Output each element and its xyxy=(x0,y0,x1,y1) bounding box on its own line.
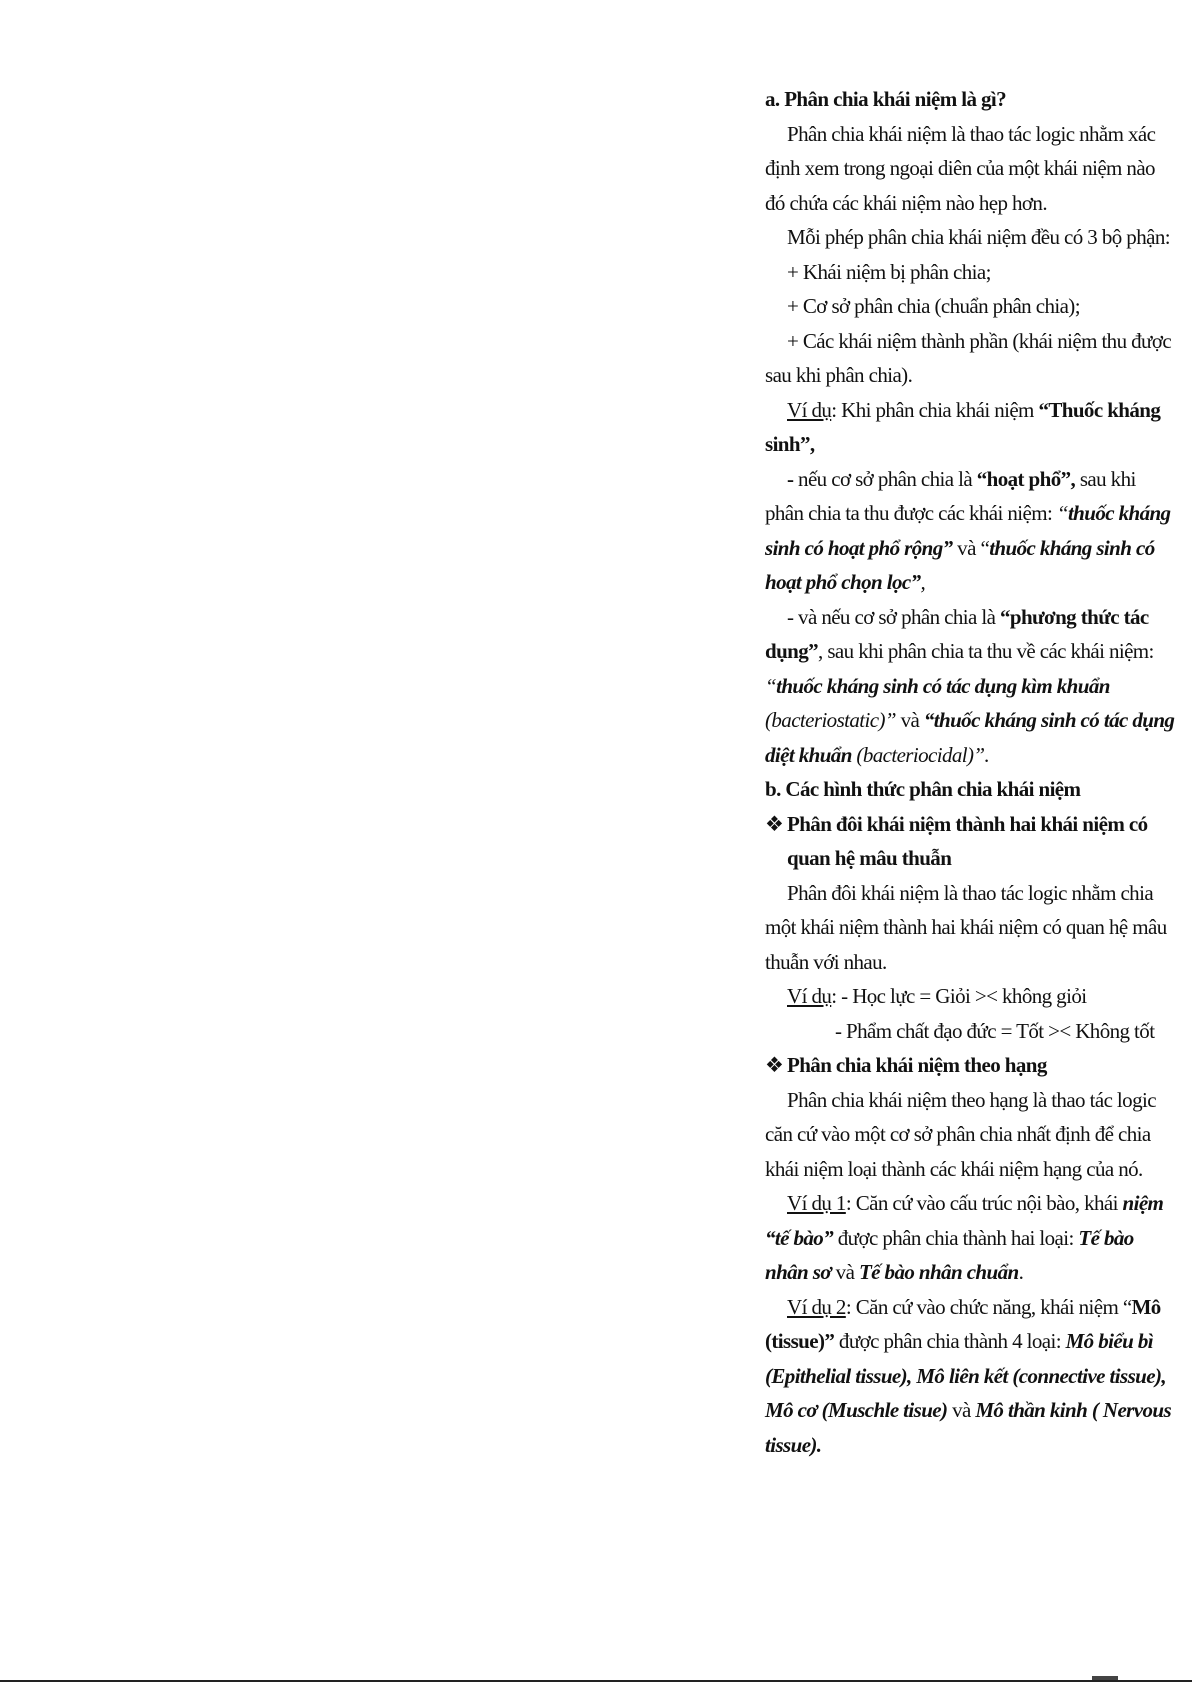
section-a-heading: a. Phân chia khái niệm là gì? xyxy=(765,87,1007,111)
example-intro: Ví dụ: Khi phân chia khái niệm “Thuốc kháng sinh”, xyxy=(765,397,1161,456)
example-case-2: - và nếu cơ sở phân chia là “phương thức tác dụng”, sau khi phân chia ta thu về các khái niệm: “thuốc kháng sinh có tác dụng kìm khuẩn (bacteriostatic)” và “thuốc kháng sinh có tác dụng diệt khuẩn (bacteriocidal)”. xyxy=(765,604,1175,767)
subsection-2-definition: Phân chia khái niệm theo hạng là thao tác logic căn cứ vào một cơ sở phân chia nhất định để chia khái niệm loại thành các khái niệm hạng của nó. xyxy=(765,1087,1156,1181)
page-bottom-rule xyxy=(0,1680,1192,1682)
example-case-1: - nếu cơ sở phân chia là “hoạt phổ”, sau khi phân chia ta thu được các khái niệm: “thuốc kháng sinh có hoạt phổ rộng” và “thuốc kháng sinh có hoạt phổ chọn lọc”, xyxy=(765,466,1171,594)
subsection-1-definition: Phân đôi khái niệm là thao tác logic nhằm chia một khái niệm thành hai khái niệm có quan hệ mâu thuẫn với nhau. xyxy=(765,880,1167,974)
diamond-bullet-icon: ❖ xyxy=(765,811,784,836)
text-column xyxy=(765,82,1175,1462)
part-item: + Cơ sở phân chia (chuẩn phân chia); xyxy=(787,294,1080,318)
subsection-2-example-2: Ví dụ 2: Căn cứ vào chức năng, khái niệm “Mô (tissue)” được phân chia thành 4 loại: Mô biểu bì (Epithelial tissue), Mô liên kết (connective tissue), Mô cơ (Muschle tisue) và Mô thần kinh ( Nervous tissue). xyxy=(765,1294,1172,1457)
diamond-bullet-icon: ❖ xyxy=(765,1053,784,1077)
example-label: Ví dụ xyxy=(787,397,832,422)
part-item: + Các khái niệm thành phần (khái niệm thu được sau khi phân chia). xyxy=(765,328,1172,387)
part-item: + Khái niệm bị phân chia; xyxy=(787,259,991,284)
example-concept: “Thuốc kháng sinh”, xyxy=(765,397,1161,456)
subsection-1-example-2: - Phẩm chất đạo đức = Tốt >< Không tốt xyxy=(835,1018,1155,1043)
subsection-1-example-1: Ví dụ: - Học lực = Giỏi >< không giỏi xyxy=(787,984,1087,1008)
parts-intro: Mỗi phép phân chia khái niệm đều có 3 bộ phận: xyxy=(787,225,1170,249)
section-a-definition: Phân chia khái niệm là thao tác logic nhằm xác định xem trong ngoại diên của một khái niệm nào đó chứa các khái niệm nào hẹp hơn. xyxy=(765,121,1156,215)
subsection-1-heading: ❖ Phân đôi khái niệm thành hai khái niệm có quan hệ mâu thuẫn xyxy=(765,807,1175,876)
subsection-2-example-1: Ví dụ 1: Căn cứ vào cấu trúc nội bào, khái niệm “tế bào” được phân chia thành hai loại: Tế bào nhân sơ và Tế bào nhân chuẩn. xyxy=(765,1191,1164,1284)
page-corner-mark xyxy=(1092,1676,1118,1680)
subsection-2-heading: ❖ Phân chia khái niệm theo hạng xyxy=(765,1048,1175,1083)
section-b-heading: b. Các hình thức phân chia khái niệm xyxy=(765,777,1081,801)
